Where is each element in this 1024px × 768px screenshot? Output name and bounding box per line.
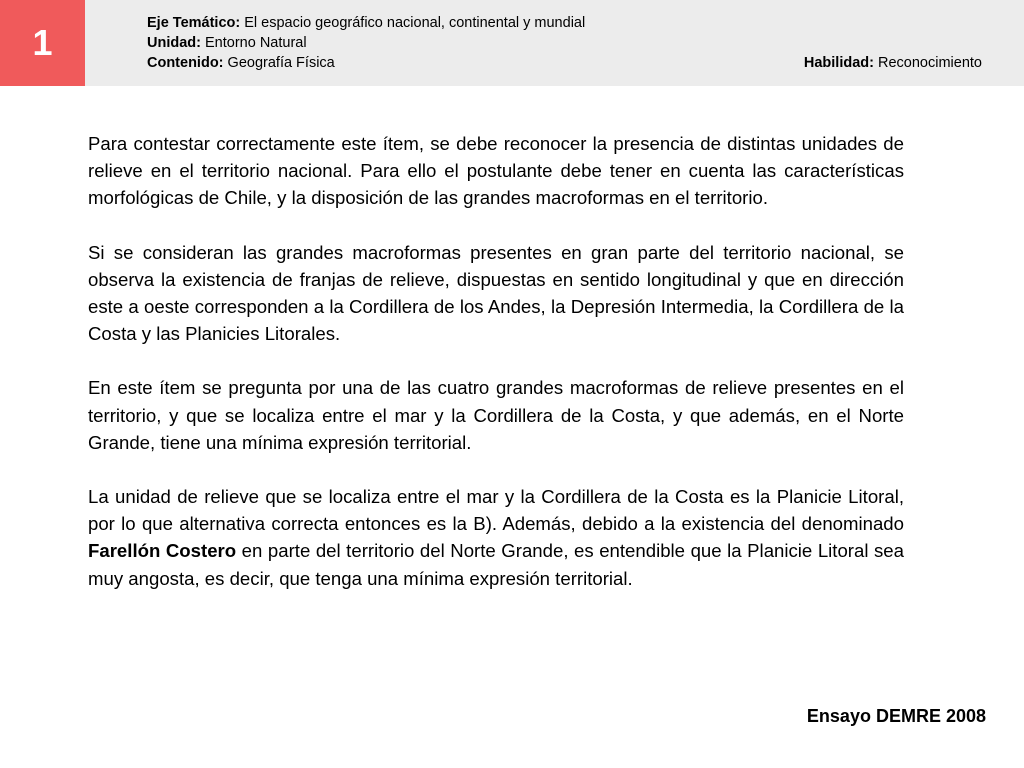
header-bar <box>0 0 1024 86</box>
paragraph-3: En este ítem se pregunta por una de las cuatro grandes macroformas de relieve presentes en el territorio, y que se localiza entre el mar y la Cordillera de la Costa, y que además, en el Norte Grande, tiene una mínima expresión territorial. <box>88 377 904 453</box>
paragraph-4-part-b: en parte del territorio del Norte Grande, es entendible que la Planicie Litoral sea muy angosta, es decir, que tenga una mínima expresión territorial. <box>88 540 904 589</box>
paragraph-2: Si se consideran las grandes macroformas presentes en gran parte del territorio nacional, se observa la existencia de franjas de relieve, dispuestas en sentido longitudinal y que en dirección este a oeste corresponden a la Cordillera de los Andes, la Depresión Intermedia, la Cordillera de la Costa y las Planicies Litorales. <box>88 241 904 345</box>
item-number: 1 <box>0 0 85 86</box>
paragraph-4 <box>88 483 904 592</box>
paragraph-4-part-a: La unidad de relieve que se localiza entre el mar y la Cordillera de la Costa es la Planicie Litoral, por lo que alternativa correcta entonces es la B). Además, debido a la existencia del denominado <box>88 486 904 535</box>
header-meta <box>147 13 585 73</box>
source-footer: Ensayo DEMRE 2008 <box>806 706 986 726</box>
contenido-row <box>147 53 585 73</box>
unidad-value: Entorno Natural <box>205 35 307 51</box>
paragraph-1: Para contestar correctamente este ítem, se debe reconocer la presencia de distintas unidades de relieve en el territorio nacional. Para ello el postulante debe tener en cuenta las características morfológicas de Chile, y la disposición de las grandes macroformas en el territorio. <box>88 133 904 209</box>
eje-label: Eje Temático: <box>147 15 241 31</box>
unidad-row <box>147 33 585 53</box>
farellon-costero-term: Farellón Costero <box>88 540 237 562</box>
eje-value: El espacio geográfico nacional, continental y mundial <box>244 15 586 31</box>
unidad-label: Unidad: <box>147 35 201 51</box>
explanation-text <box>88 130 904 619</box>
contenido-value: Geografía Física <box>227 55 335 71</box>
habilidad-value: Reconocimiento <box>878 55 982 71</box>
contenido-label: Contenido: <box>147 55 224 71</box>
eje-tematico-row <box>147 13 585 33</box>
habilidad-label: Habilidad: <box>803 55 874 71</box>
habilidad-row <box>804 53 982 73</box>
